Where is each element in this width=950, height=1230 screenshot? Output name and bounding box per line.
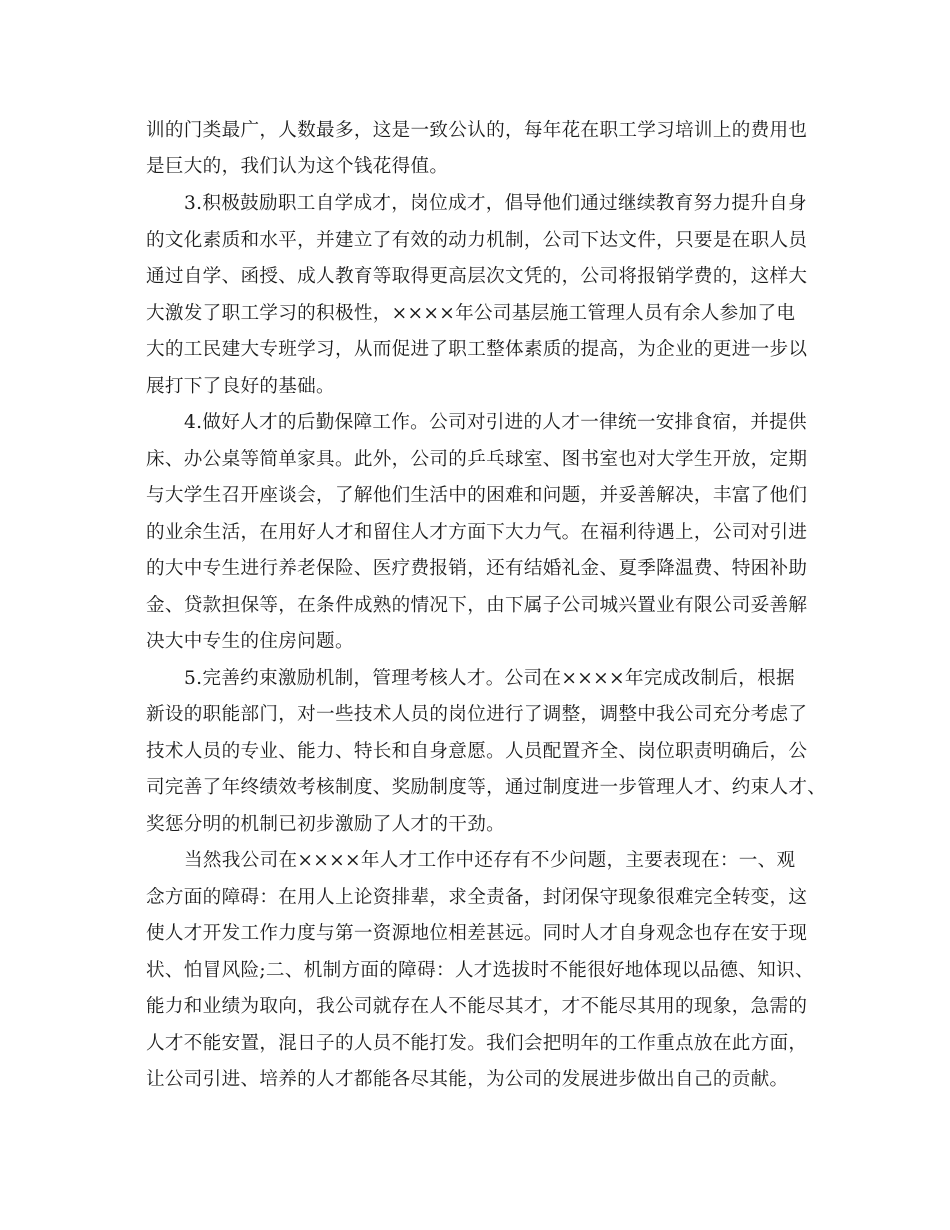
text-line: 的大中专生进行养老保险、医疗费报销，还有结婚礼金、夏季降温费、特困补助 <box>146 558 808 579</box>
text-line: 大激发了职工学习的积极性，××××年公司基层施工管理人员有余人参加了电 <box>146 303 796 324</box>
paragraph-5-start: 5.完善约束激励机制，管理考核人才。公司在××××年完成改制后，根据 <box>184 668 795 689</box>
paragraph-summary-start: 当然我公司在××××年人才工作中还存有不少问题，主要表现在：一、观 <box>184 850 796 871</box>
text-line: 新设的职能部门，对一些技术人员的岗位进行了调整，调整中我公司充分考虑了 <box>146 704 808 725</box>
text-line: 通过自学、函授、成人教育等取得更高层次文凭的，公司将报销学费的，这样大 <box>146 266 808 287</box>
paragraph-3-start: 3.积极鼓励职工自学成才，岗位成才，倡导他们通过继续教育努力提升自身 <box>184 193 807 214</box>
text-line: 训的门类最广，人数最多，这是一致公认的，每年花在职工学习培训上的费用也 <box>146 120 808 141</box>
text-line: 状、怕冒风险;二、机制方面的障碍：人才选拔时不能很好地体现以品德、知识、 <box>146 960 814 981</box>
text-line: 能力和业绩为取向，我公司就存在人不能尽其才，才不能尽其用的现象，急需的 <box>146 996 808 1017</box>
text-line: 决大中专生的住房问题。 <box>146 631 354 652</box>
text-line: 人才不能安置，混日子的人员不能打发。我们会把明年的工作重点放在此方面， <box>146 1033 808 1054</box>
text-line: 床、办公桌等简单家具。此外，公司的乒乓球室、图书室也对大学生开放，定期 <box>146 449 808 470</box>
text-line: 技术人员的专业、能力、特长和自身意愿。人员配置齐全、岗位职责明确后，公 <box>146 741 808 762</box>
text-line: 的文化素质和水平，并建立了有效的动力机制，公司下达文件，只要是在职人员 <box>146 230 808 251</box>
text-line: 是巨大的，我们认为这个钱花得值。 <box>146 156 449 177</box>
text-line: 让公司引进、培养的人才都能各尽其能，为公司的发展进步做出自己的贡献。 <box>146 1069 789 1090</box>
text-line: 念方面的障碍：在用人上论资排辈，求全责备，封闭保守现象很难完全转变，这 <box>146 887 808 908</box>
text-line: 大的工民建大专班学习，从而促进了职工整体素质的提高，为企业的更进一步以 <box>146 339 808 360</box>
text-line: 的业余生活，在用好人才和留住人才方面下大力气。在福利待遇上，公司对引进 <box>146 522 808 543</box>
text-line: 奖惩分明的机制已初步激励了人才的干劲。 <box>146 814 505 835</box>
paragraph-4-start: 4.做好人才的后勤保障工作。公司对引进的人才一律统一安排食宿，并提供 <box>184 412 807 433</box>
text-line: 与大学生召开座谈会，了解他们生活中的困难和问题，并妥善解决，丰富了他们 <box>146 485 808 506</box>
text-line: 使人才开发工作力度与第一资源地位相差甚远。同时人才自身观念也存在安于现 <box>146 923 808 944</box>
text-line: 司完善了年终绩效考核制度、奖励制度等，通过制度进一步管理人才、约束人才、 <box>146 777 827 798</box>
text-line: 金、贷款担保等，在条件成熟的情况下，由下属子公司城兴置业有限公司妥善解 <box>146 595 808 616</box>
text-line: 展打下了良好的基础。 <box>146 376 335 397</box>
